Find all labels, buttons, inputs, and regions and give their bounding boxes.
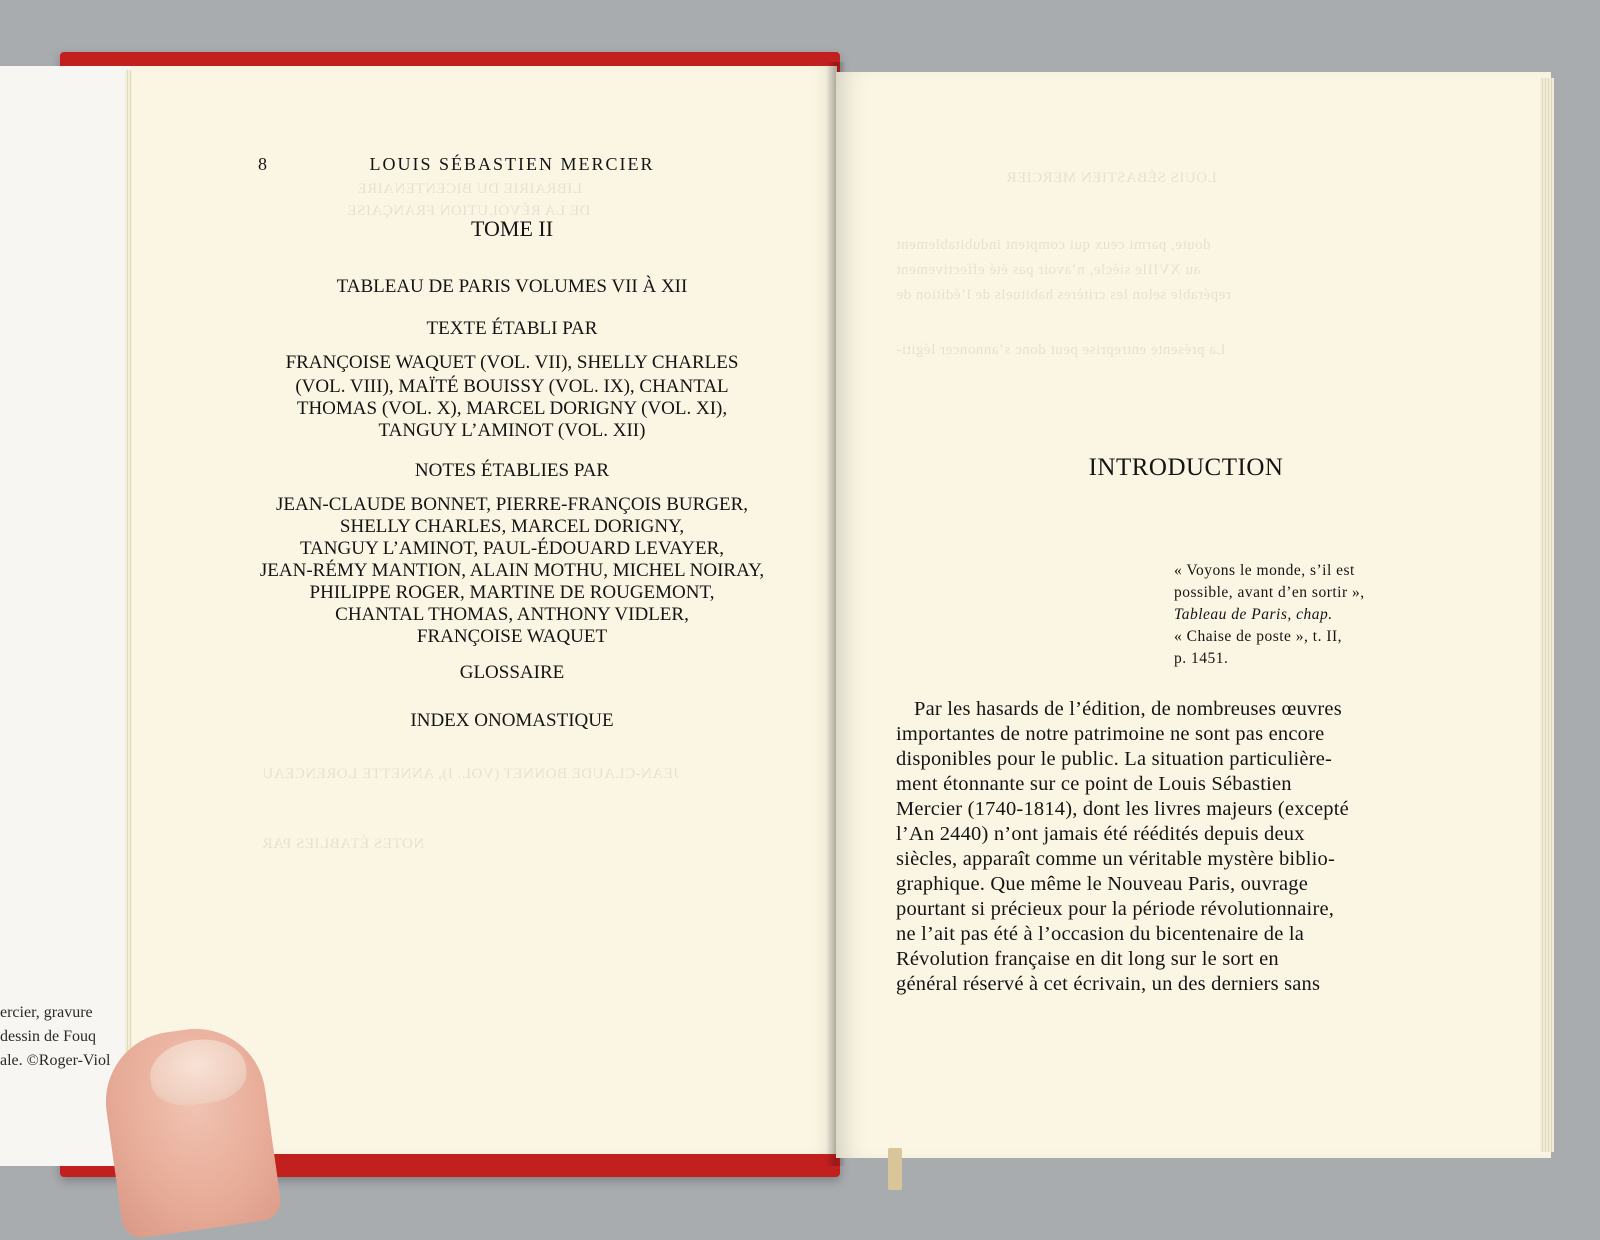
introduction-heading: INTRODUCTION xyxy=(1088,454,1284,481)
tome-heading: TOME II xyxy=(470,216,554,241)
notes-line: JEAN-RÉMY MANTION, ALAIN MOTHU, MICHEL NOIRAY, xyxy=(259,560,765,581)
running-head: LOUIS SÉBASTIEN MERCIER xyxy=(369,154,655,174)
glossaire-heading: GLOSSAIRE xyxy=(459,662,565,683)
show-through-text: La présente entreprise peut donc s’annoncer légiti- xyxy=(896,342,1226,358)
notes-line: FRANÇOISE WAQUET xyxy=(416,626,608,647)
epigraph-line: possible, avant d’en sortir », xyxy=(1174,584,1365,601)
body-line: ne l’ait pas été à l’occasion du bicentenaire de la xyxy=(896,923,1305,945)
texte-line: FRANÇOISE WAQUET (VOL. VII), SHELLY CHARLES xyxy=(285,352,739,373)
notes-line: SHELLY CHARLES, MARCEL DORIGNY, xyxy=(339,516,685,537)
body-line: siècles, apparaît comme un véritable mystère biblio- xyxy=(896,848,1336,870)
body-line: ment étonnante sur ce point de Louis Sébastien xyxy=(896,773,1292,795)
notes-heading: NOTES ÉTABLIES PAR xyxy=(414,460,610,481)
caption-line: dessin de Fouq xyxy=(0,1028,96,1045)
show-through-text: repérable selon les critères habituels de l’édition de xyxy=(896,287,1231,303)
epigraph-line: « Chaise de poste », t. II, xyxy=(1174,628,1343,645)
bookmark-ribbon xyxy=(888,1148,902,1190)
show-through-text: au XVIIIe siècle, n’avoir pas été effectivement xyxy=(896,262,1201,278)
notes-line: PHILIPPE ROGER, MARTINE DE ROUGEMONT, xyxy=(309,582,715,603)
body-line: Mercier (1740-1814), dont les livres majeurs (excepté xyxy=(896,798,1349,820)
left-page xyxy=(132,66,837,1154)
show-through-text: DE LA RÉVOLUTION FRANÇAISE xyxy=(347,203,591,219)
index-heading: INDEX ONOMASTIQUE xyxy=(410,710,614,731)
caption-line: ale. ©Roger-Viol xyxy=(0,1052,111,1069)
body-line: général réservé à cet écrivain, un des derniers sans xyxy=(896,973,1321,995)
show-through-text: JEAN-CLAUDE BONNET (VOL. I), ANNETTE LORENCEAU xyxy=(262,766,680,782)
show-through-text: doute, parmi ceux qui comptent indubitablement xyxy=(896,237,1211,253)
epigraph-line: p. 1451. xyxy=(1174,650,1229,667)
body-line: Révolution française en dit long sur le sort en xyxy=(896,948,1279,970)
notes-line: CHANTAL THOMAS, ANTHONY VIDLER, xyxy=(335,604,689,625)
show-through-text: LOUIS SÉBASTIEN MERCIER xyxy=(1006,170,1217,186)
body-line: graphique. Que même le Nouveau Paris, ouvrage xyxy=(896,873,1309,895)
epigraph-line: « Voyons le monde, s’il est xyxy=(1174,562,1355,579)
body-line: l’An 2440) n’ont jamais été réédités depuis deux xyxy=(896,823,1305,845)
show-through-text: LIBRAIRIE DU BICENTENAIRE xyxy=(357,181,582,197)
right-page-edges xyxy=(1540,78,1554,1152)
texte-line: THOMAS (VOL. X), MARCEL DORIGNY (VOL. XI), xyxy=(296,398,728,419)
show-through-text: NOTES ÉTABLIES PAR xyxy=(262,836,425,852)
body-line: Par les hasards de l’édition, de nombreuses œuvres xyxy=(914,698,1342,720)
body-line: pourtant si précieux pour la période révolutionnaire, xyxy=(896,898,1335,920)
texte-line: TANGUY L’AMINOT (VOL. XII) xyxy=(378,420,646,441)
notes-line: JEAN-CLAUDE BONNET, PIERRE-FRANÇOIS BURGER, xyxy=(275,494,749,515)
volumes-heading: TABLEAU DE PARIS VOLUMES VII À XII xyxy=(336,276,688,297)
texte-line: (VOL. VIII), MAÏTÉ BOUISSY (VOL. IX), CHANTAL xyxy=(295,376,729,397)
page-number: 8 xyxy=(258,154,269,174)
right-page xyxy=(836,72,1551,1158)
previous-page-fragment xyxy=(0,66,139,1166)
body-line: importantes de notre patrimoine ne sont pas encore xyxy=(896,723,1325,745)
notes-line: TANGUY L’AMINOT, PAUL-ÉDOUARD LEVAYER, xyxy=(299,538,725,559)
texte-heading: TEXTE ÉTABLI PAR xyxy=(426,318,598,339)
caption-line: ercier, gravure xyxy=(0,1004,93,1021)
epigraph-line: Tableau de Paris, chap. xyxy=(1174,606,1333,623)
body-line: disponibles pour le public. La situation particulière- xyxy=(896,748,1333,770)
